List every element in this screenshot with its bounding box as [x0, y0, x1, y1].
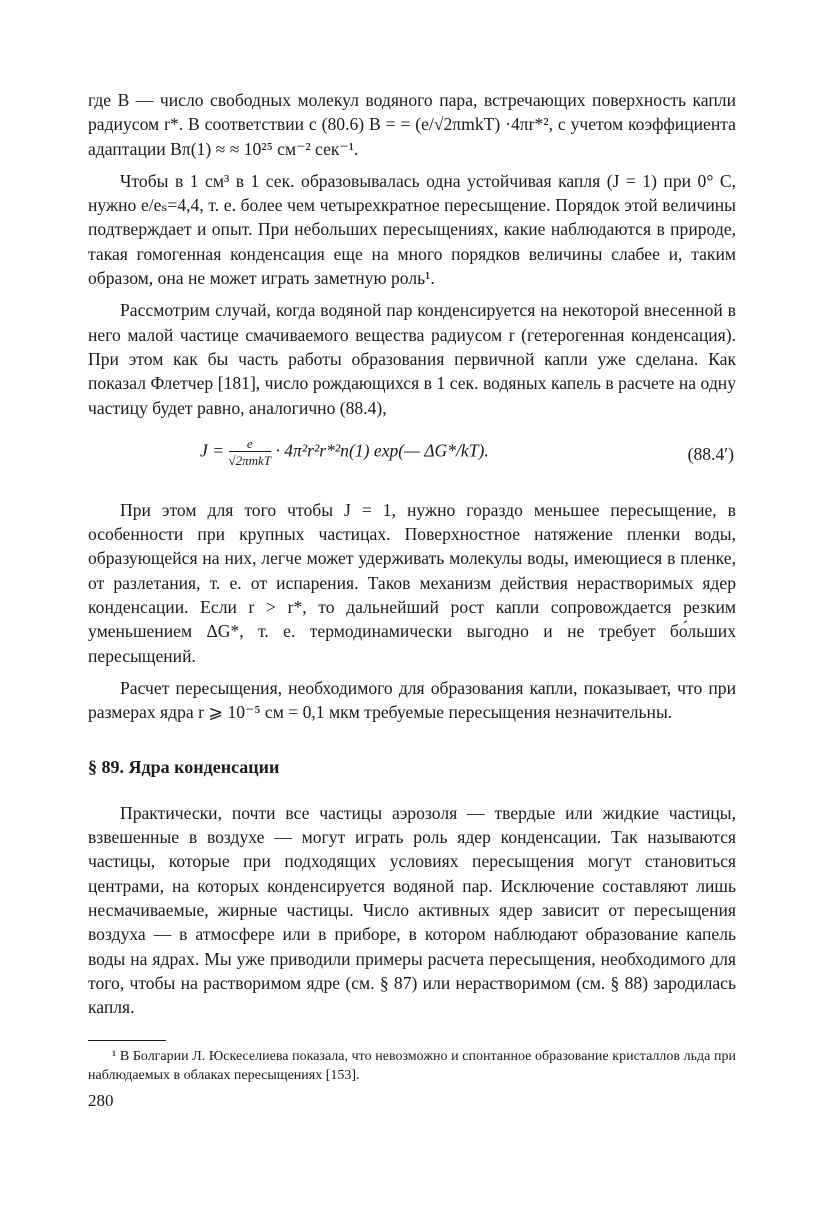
page-number: 280 — [88, 1090, 114, 1110]
page-content — [88, 88, 736, 1113]
formula-body — [200, 436, 489, 469]
equation-number: (88.4′) — [687, 443, 734, 464]
paragraph-2: Чтобы в 1 см³ в 1 сек. образовывалась одна устойчивая капля (J = 1) при 0° C, нужно e/eₛ=4,4, т. е. более чем четырехкратное пересыщение. Порядок этой величины подтверждает и опыт. При небольших пересыщениях, какие наблюдаются в природе, такая гомогенная конденсация еще на много порядков величины слабее и, таким образом, она не может играть заметную роль¹. — [88, 170, 736, 289]
formula-numerator: e — [229, 436, 272, 452]
footnote-divider — [88, 1040, 166, 1041]
paragraph-6: Практически, почти все частицы аэрозоля — твердые или жидкие частицы, взвешенные в воздухе — могут играть роль ядер конденсации. Так называются частицы, которые при подходящих условиях пересыщения могут становиться центрами, на которых конденсируется водяной пар. Исключение составляют лишь несмачиваемые, жирные частицы. Число активных ядер зависит от пересыщения воздуха — в атмосфере или в приборе, в котором наблюдают образование капель воды на ядрах. Мы уже приводили примеры расчета пересыщения, необходимого для того, чтобы на растворимом ядре (см. § 87) или нерастворимом (см. § 88) зародилась капля. — [88, 802, 736, 1018]
paragraph-4: При этом для того чтобы J = 1, нужно гораздо меньшее пересыщение, в особенности при крупных частицах. Поверхностное натяжение пленки воды, образующейся на них, легче может удерживать молекулы воды, имеющиеся в пленке, от разлетания, т. е. от испарения. Таков механизм действия нерастворимых ядер конденсации. Если r > r*, то дальнейший рост капли сопровождается резким уменьшением ΔG*, т. е. термодинамически выгодно и не требует бо́льших пересыщений. — [88, 499, 736, 666]
formula-88-4-prime — [88, 428, 736, 490]
formula-rhs: · 4π²r²r*²n(1) exp(— ΔG*/kT). — [275, 440, 489, 461]
section-heading: § 89. Ядра конденсации — [88, 756, 280, 777]
paragraph-1: где B — число свободных молекул водяного пара, встречающих поверхность капли радиусом r*. В соответствии с (80.6) B = = (e/√2πmkT) ·4πr*², с учетом коэффициента адаптации Bπ(1) ≈ ≈ 10²⁵ см⁻² сек⁻¹. — [88, 90, 736, 159]
formula-denominator: √2πmkT — [228, 452, 272, 468]
formula-lhs: J = — [200, 440, 225, 461]
footnote: ¹ В Болгарии Л. Юскеселиева показала, что невозможно и спонтанное образование кристаллов льда при наблюдаемых в облаках пересыщениях [153]. — [88, 1048, 736, 1083]
formula-fraction — [229, 436, 272, 469]
paragraph-3: Рассмотрим случай, когда водяной пар конденсируется на некоторой внесенной в него малой частице смачиваемого вещества радиусом r (гетерогенная конденсация). При этом как бы часть работы образования первичной капли уже сделана. Как показал Флетчер [181], число рождающихся в 1 сек. водяных капель в расчете на одну частицу будет равно, аналогично (88.4), — [88, 300, 736, 418]
paragraph-5: Расчет пересыщения, необходимого для образования капли, показывает, что при размерах ядра r ⩾ 10⁻⁵ см = 0,1 мкм требуемые пересыщения незначительны. — [88, 677, 736, 723]
